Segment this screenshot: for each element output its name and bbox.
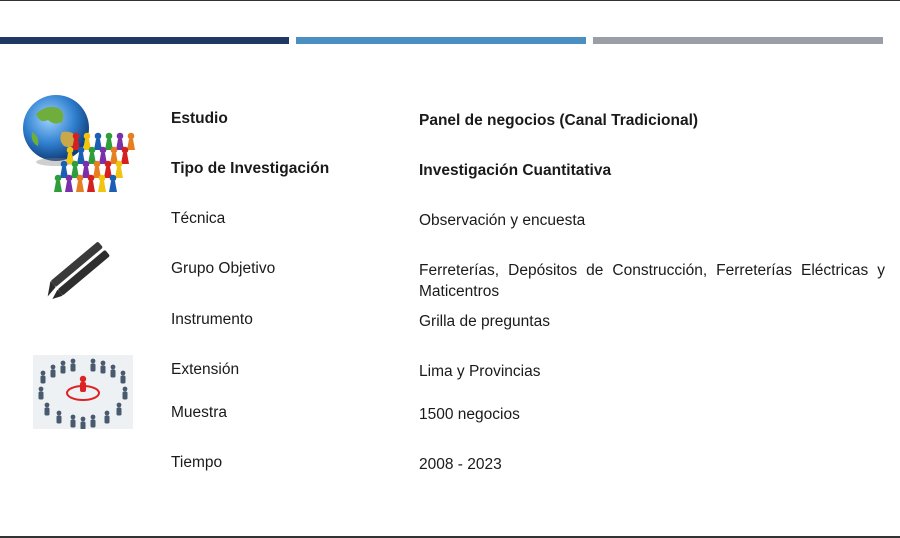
row-value: Grilla de preguntas (419, 313, 550, 330)
row-value: Observación y encuesta (419, 212, 586, 229)
row-label: Estudio (171, 110, 228, 127)
row-value: 2008 - 2023 (419, 456, 502, 473)
people-crowd-icon (33, 355, 133, 429)
row-label: Grupo Objetivo (171, 260, 276, 277)
row-label: Instrumento (171, 311, 253, 328)
accent-bar-gray (593, 37, 883, 44)
accent-bar-dark-blue (0, 37, 289, 44)
row-label: Tipo de Investigación (171, 160, 330, 177)
top-border (0, 0, 900, 1)
row-label: Tiempo (171, 454, 223, 471)
row-value: Ferreterías, Depósitos de Construcción, Ferreterías Eléctricas y Maticentros (419, 262, 885, 300)
row-value: Panel de negocios (Canal Tradicional) (419, 112, 699, 129)
row-value: 1500 negocios (419, 406, 520, 423)
globe-with-game-pieces-icon (18, 92, 150, 204)
pencil-icon (40, 232, 124, 306)
row-value: Investigación Cuantitativa (419, 162, 612, 179)
row-value: Lima y Provincias (419, 363, 541, 380)
row-label: Técnica (171, 210, 226, 227)
accent-bar-light-blue (296, 37, 586, 44)
row-label: Extensión (171, 361, 240, 378)
row-label: Muestra (171, 404, 227, 421)
